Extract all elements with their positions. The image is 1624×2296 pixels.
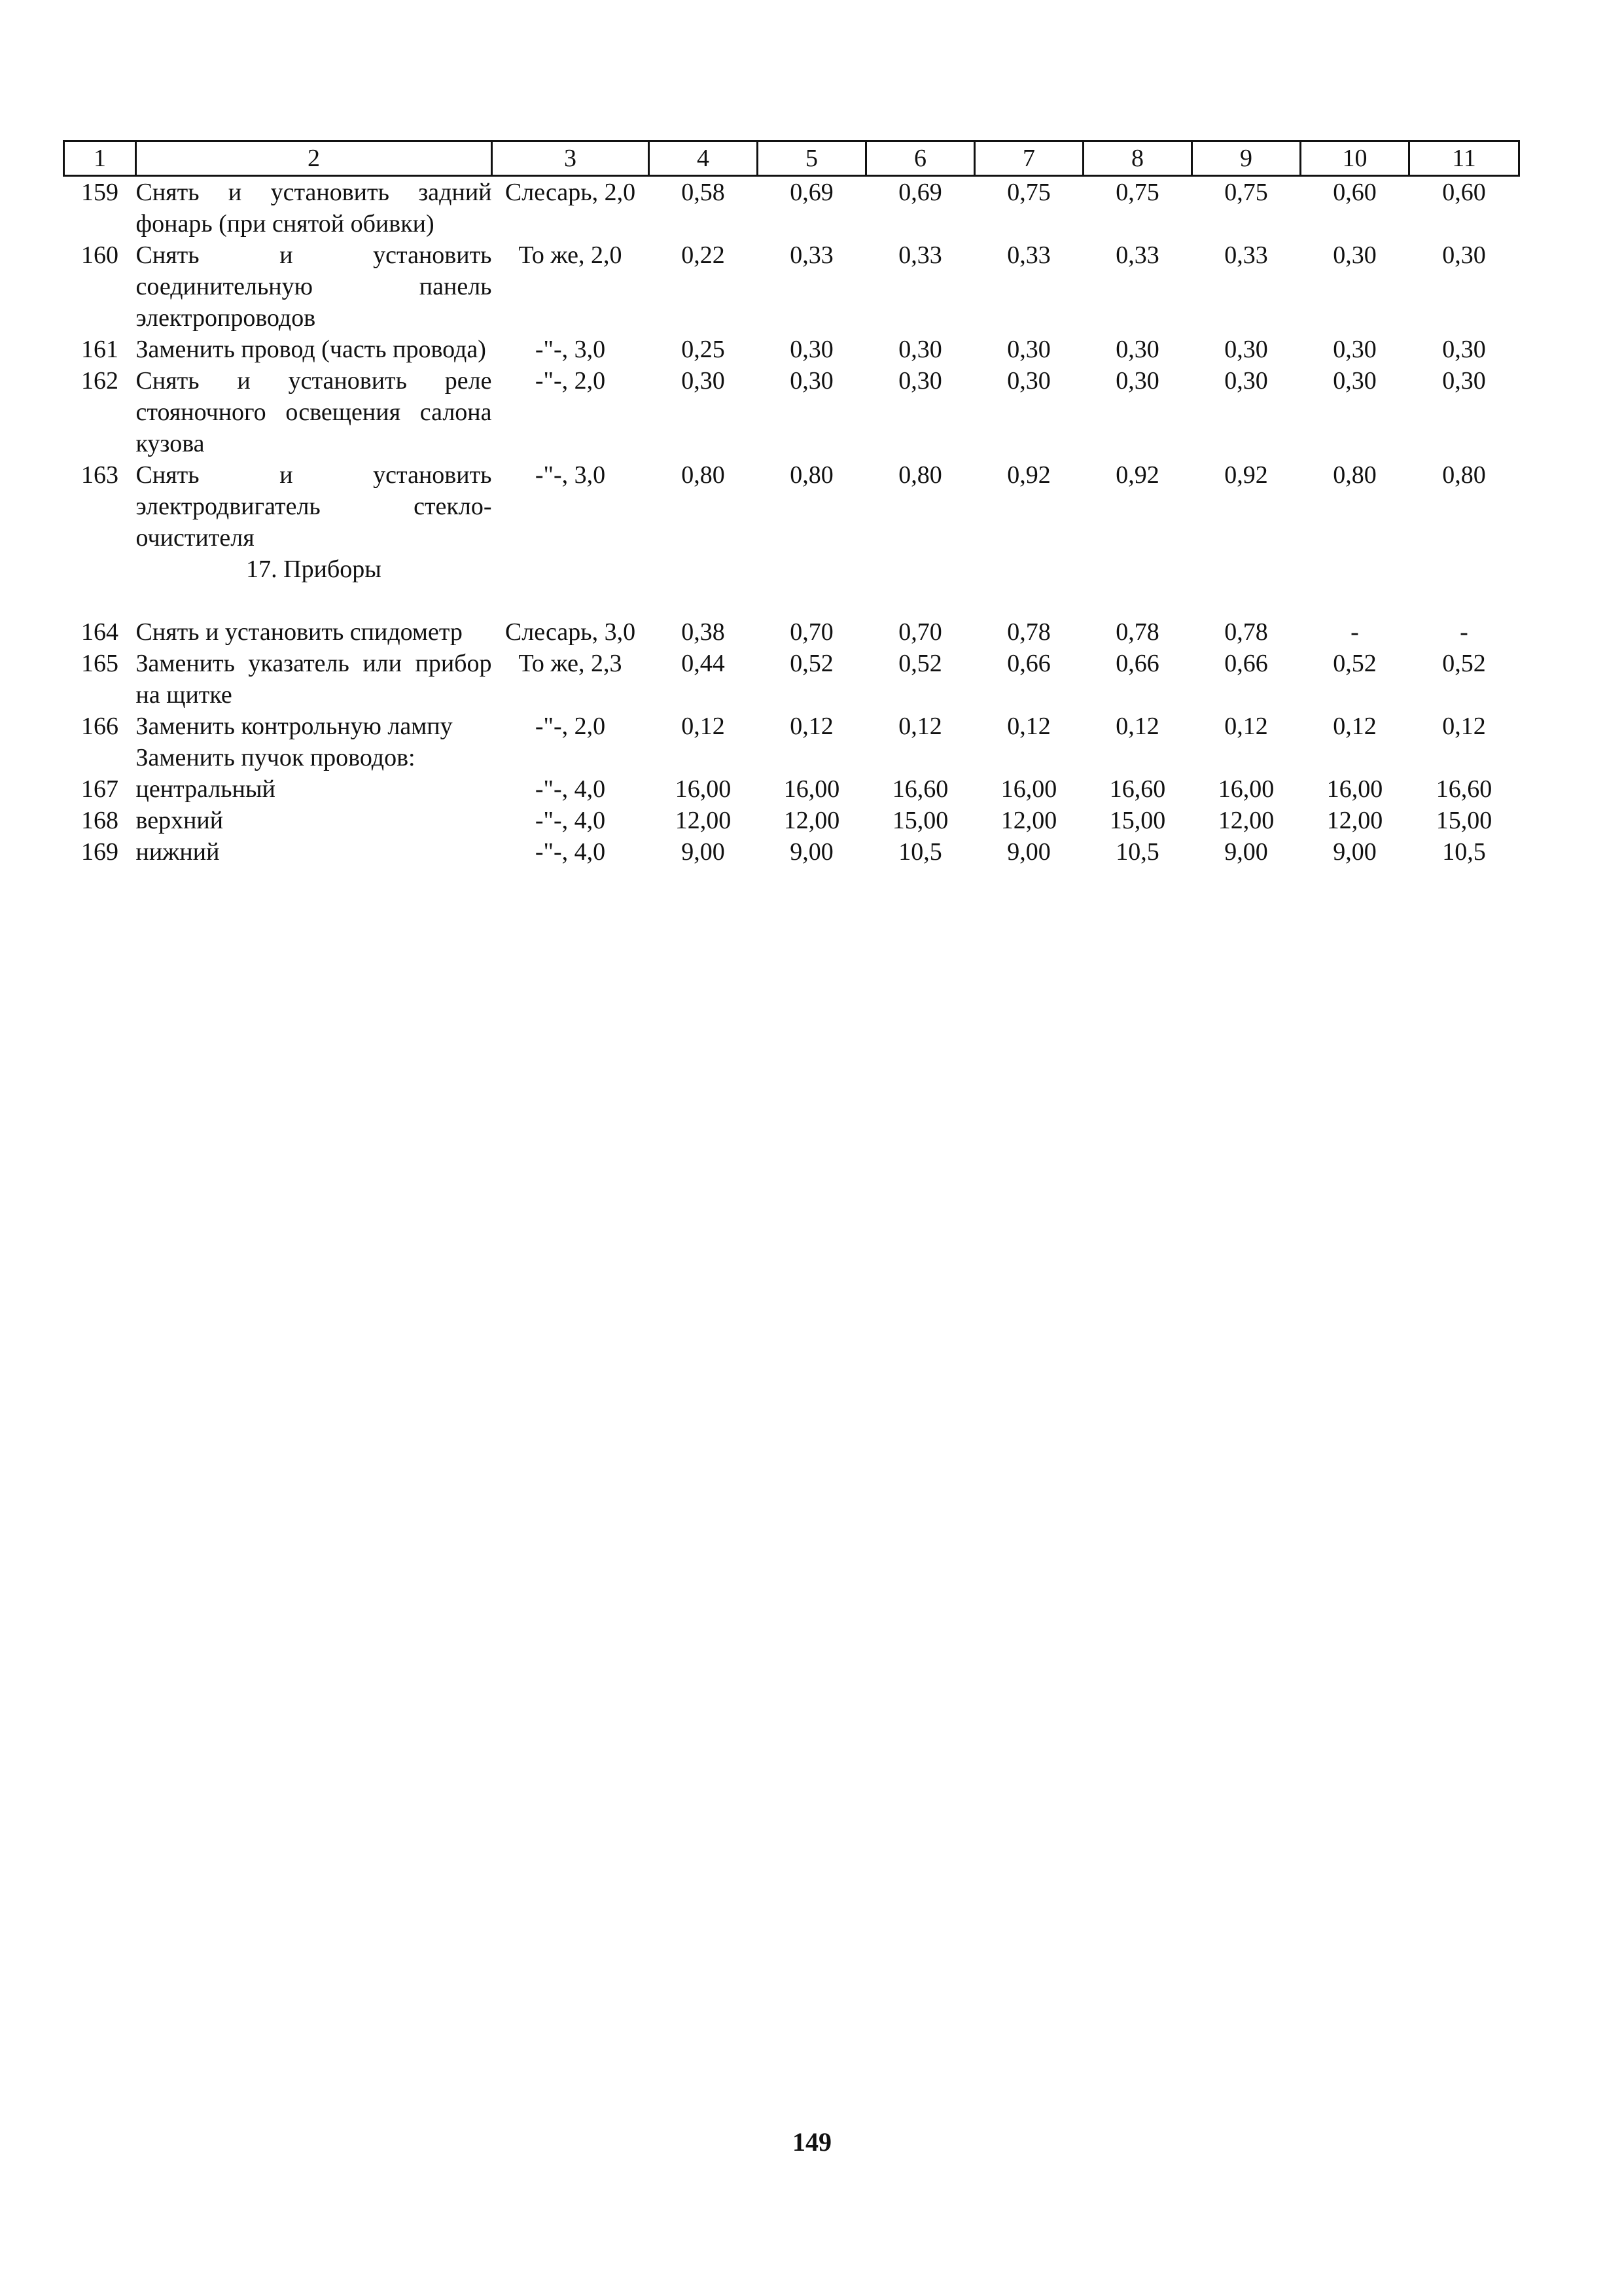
norm-value: 0,75 (1224, 179, 1268, 206)
norm-value: 0,30 (1224, 336, 1268, 363)
norm-value: 0,30 (1333, 336, 1377, 363)
operation-description: нижний (135, 838, 220, 866)
group-heading-row (64, 742, 1519, 773)
norm-value: 0,92 (1116, 461, 1159, 489)
norm-value: 0,30 (898, 336, 942, 363)
norm-value: 0,38 (681, 618, 725, 646)
column-header: 10 (1301, 141, 1409, 176)
norm-value: 16,60 (1436, 775, 1492, 803)
header-row (64, 141, 1519, 176)
worker-category: -"-, 4,0 (535, 775, 606, 803)
norm-value: 15,00 (892, 807, 949, 834)
norm-value: 12,00 (1000, 807, 1057, 834)
norm-value: 0,30 (1007, 367, 1051, 395)
row-number: 168 (81, 807, 118, 834)
norm-value: 0,30 (1116, 367, 1159, 395)
norm-value: 0,52 (1442, 650, 1486, 677)
norm-value: 10,5 (1116, 838, 1159, 866)
norm-value: 16,60 (1109, 775, 1166, 803)
norm-value: 0,12 (898, 713, 942, 740)
worker-category: -"-, 4,0 (535, 807, 606, 834)
table-row (64, 176, 1519, 240)
operation-description: центральный (135, 775, 275, 803)
worker-category: Слесарь, 2,0 (504, 179, 636, 206)
norm-value: 0,30 (1007, 336, 1051, 363)
norm-value: 0,80 (1333, 461, 1377, 489)
column-header: 9 (1192, 141, 1301, 176)
operation-description: верхний (135, 807, 224, 834)
norm-value: 0,78 (1224, 618, 1268, 646)
worker-category: -"-, 3,0 (535, 461, 606, 489)
norm-value: 0,12 (1333, 713, 1377, 740)
norms-table (63, 140, 1520, 868)
norm-value: 0,78 (1116, 618, 1159, 646)
norm-value: 0,80 (790, 461, 834, 489)
column-header: 5 (758, 141, 866, 176)
row-number: 165 (81, 650, 118, 677)
column-header: 3 (492, 141, 649, 176)
table-row (64, 334, 1519, 365)
operation-description: Снять и установить спидометр (135, 618, 463, 646)
norm-value: 9,00 (1333, 838, 1377, 866)
group-heading: Заменить пучок проводов: (135, 744, 415, 771)
norm-value: 0,30 (681, 367, 725, 395)
table-row (64, 365, 1519, 459)
norm-value: 16,00 (1000, 775, 1057, 803)
norm-value: 0,58 (681, 179, 725, 206)
norm-value: 0,33 (1007, 241, 1051, 269)
norm-value: 0,60 (1333, 179, 1377, 206)
operation-description: Снять и установить электродвигатель стекло-очистителя (135, 461, 492, 552)
column-header: 6 (866, 141, 975, 176)
section-spacer (492, 554, 1519, 585)
norm-value: 0,12 (1224, 713, 1268, 740)
norm-value: 9,00 (1007, 838, 1051, 866)
worker-category: То же, 2,0 (518, 241, 622, 269)
norm-value: 16,60 (892, 775, 949, 803)
norm-value: 0,66 (1224, 650, 1268, 677)
norm-value: 0,70 (898, 618, 942, 646)
table-row (64, 711, 1519, 742)
norm-value: 9,00 (790, 838, 834, 866)
norm-value: 0,69 (790, 179, 834, 206)
table-row (64, 805, 1519, 836)
table-row (64, 773, 1519, 805)
row-number: 163 (81, 461, 118, 489)
table-row (64, 459, 1519, 554)
norm-value: 9,00 (1224, 838, 1268, 866)
norm-value: 0,30 (1442, 367, 1486, 395)
norm-value: 15,00 (1109, 807, 1166, 834)
section-title: 17. Приборы (246, 556, 381, 583)
norm-value: 0,52 (790, 650, 834, 677)
norm-value: 0,30 (1333, 241, 1377, 269)
spacer-row (64, 585, 1519, 616)
worker-category: -"-, 4,0 (535, 838, 606, 866)
norm-value: 0,12 (1442, 713, 1486, 740)
norm-value: 12,00 (1218, 807, 1275, 834)
norm-value: 0,80 (898, 461, 942, 489)
norm-value: 0,80 (1442, 461, 1486, 489)
row-number: 166 (81, 713, 118, 740)
column-header: 7 (975, 141, 1084, 176)
worker-category: -"-, 2,0 (535, 713, 606, 740)
norm-value: 0,33 (898, 241, 942, 269)
norm-value: 0,66 (1116, 650, 1159, 677)
worker-category: То же, 2,3 (518, 650, 622, 677)
spacer-cell (64, 585, 1519, 616)
column-header: 8 (1084, 141, 1192, 176)
norm-value: 0,33 (1116, 241, 1159, 269)
norm-value: 0,75 (1007, 179, 1051, 206)
operation-description: Снять и установить реле стояночного освещения салона кузова (135, 367, 492, 457)
norm-value: 0,52 (1333, 650, 1377, 677)
norm-value: 0,12 (1007, 713, 1051, 740)
norm-value: 0,12 (790, 713, 834, 740)
norm-value: 0,12 (1116, 713, 1159, 740)
norm-value: 16,00 (783, 775, 840, 803)
group-spacer (64, 742, 136, 773)
norm-value: 0,30 (1116, 336, 1159, 363)
norm-value: 12,00 (675, 807, 732, 834)
norm-value: 10,5 (898, 838, 942, 866)
norm-value: 0,25 (681, 336, 725, 363)
norm-value: 0,30 (898, 367, 942, 395)
norm-value: 16,00 (1326, 775, 1383, 803)
norm-value: 0,30 (1442, 241, 1486, 269)
operation-description: Заменить контрольную лампу (135, 713, 453, 740)
norm-value: 10,5 (1442, 838, 1486, 866)
norm-value: 0,66 (1007, 650, 1051, 677)
column-header: 2 (136, 141, 492, 176)
norm-value: 12,00 (1326, 807, 1383, 834)
table-body (64, 176, 1519, 868)
row-number: 167 (81, 775, 118, 803)
operation-description: Снять и установить соединительную панель электропроводов (135, 241, 492, 332)
operation-description: Заменить провод (часть провода) (135, 336, 486, 363)
norm-value: 0,92 (1224, 461, 1268, 489)
operation-description: Снять и установить задний фонарь (при снятой обивки) (135, 179, 492, 238)
row-number: 160 (81, 241, 118, 269)
norm-value: 16,00 (1218, 775, 1275, 803)
worker-category: Слесарь, 3,0 (504, 618, 636, 646)
norm-value: 0,22 (681, 241, 725, 269)
norm-value: 0,92 (1007, 461, 1051, 489)
norm-value: 0,69 (898, 179, 942, 206)
worker-category: -"-, 3,0 (535, 336, 606, 363)
section-row (64, 554, 1519, 585)
table-row (64, 239, 1519, 334)
norm-value: 0,33 (1224, 241, 1268, 269)
table-row (64, 648, 1519, 711)
norm-value: - (1350, 618, 1359, 646)
row-number: 169 (81, 838, 118, 866)
operation-description: Заменить указатель или прибор на щитке (135, 650, 492, 709)
norm-value: 0,12 (681, 713, 725, 740)
norm-value: - (1460, 618, 1468, 646)
norm-value: 16,00 (675, 775, 732, 803)
row-number: 162 (81, 367, 118, 395)
norm-value: 0,30 (790, 336, 834, 363)
table-row (64, 616, 1519, 648)
group-spacer (492, 742, 1519, 773)
page-number: 149 (792, 2127, 832, 2157)
table-row (64, 836, 1519, 868)
norm-value: 9,00 (681, 838, 725, 866)
norm-value: 0,78 (1007, 618, 1051, 646)
column-header: 4 (649, 141, 758, 176)
column-header: 11 (1409, 141, 1519, 176)
row-number: 161 (81, 336, 118, 363)
norm-value: 0,30 (1442, 336, 1486, 363)
row-number: 164 (81, 618, 118, 646)
norm-value: 0,80 (681, 461, 725, 489)
norm-value: 0,30 (790, 367, 834, 395)
norm-value: 0,70 (790, 618, 834, 646)
norm-value: 0,30 (1224, 367, 1268, 395)
norm-value: 0,44 (681, 650, 725, 677)
norm-value: 0,75 (1116, 179, 1159, 206)
worker-category: -"-, 2,0 (535, 367, 606, 395)
section-spacer (64, 554, 136, 585)
norm-value: 0,52 (898, 650, 942, 677)
row-number: 159 (81, 179, 118, 206)
norm-value: 0,30 (1333, 367, 1377, 395)
norm-value: 0,33 (790, 241, 834, 269)
column-header: 1 (64, 141, 136, 176)
norm-value: 0,60 (1442, 179, 1486, 206)
norm-value: 12,00 (783, 807, 840, 834)
norm-value: 15,00 (1436, 807, 1492, 834)
